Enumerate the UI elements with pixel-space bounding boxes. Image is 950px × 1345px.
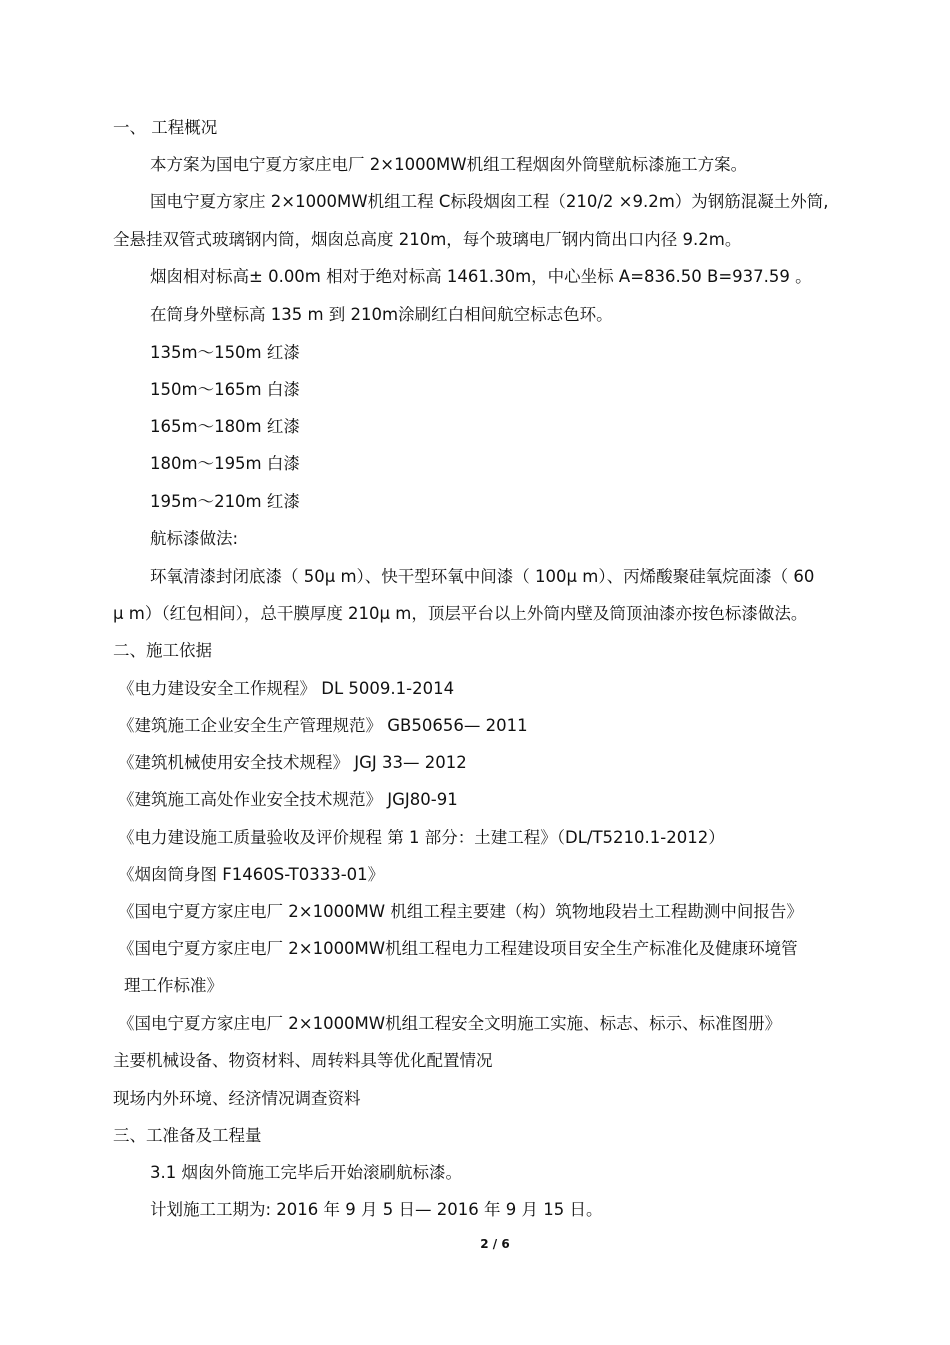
overview-paragraph-2-line-1: 国电宁夏方家庄 2×1000MW机组工程 C标段烟囱工程（210/2 ×9.2m）为钢筋混凝土外筒, (150, 192, 829, 211)
overview-paragraph-3: 烟囱相对标高± 0.00m 相对于绝对标高 1461.30m，中心坐标 A=836.50 B=937.59 。 (150, 267, 812, 286)
band-item: 165m～180m 红漆 (150, 417, 300, 436)
basis-item: 《电力建设施工质量验收及评价规程 第 1 部分：土建工程》（DL/T5210.1-2012） (118, 828, 725, 847)
page-number: 2 / 6 (480, 1237, 510, 1251)
basis-item: 《建筑施工企业安全生产管理规范》 GB50656— 2011 (118, 716, 528, 735)
section-heading-1: 一、 工程概况 (113, 118, 218, 137)
prep-paragraph-2: 计划施工工期为: 2016 年 9 月 5 日— 2016 年 9 月 15 日。 (150, 1200, 603, 1219)
band-item: 135m～150m 红漆 (150, 343, 300, 362)
prep-paragraph-1: 3.1 烟囱外筒施工完毕后开始滚刷航标漆。 (150, 1163, 462, 1182)
section-heading-3: 三、工准备及工程量 (113, 1126, 262, 1145)
section-heading-2: 二、施工依据 (113, 641, 212, 660)
band-item: 180m～195m 白漆 (150, 454, 300, 473)
basis-item: 《国电宁夏方家庄电厂 2×1000MW 机组工程主要建（构）筑物地段岩土工程勘测中间报告》 (118, 902, 803, 921)
basis-item: 《建筑机械使用安全技术规程》 JGJ 33— 2012 (118, 753, 467, 772)
basis-item: 现场内外环境、经济情况调查资料 (113, 1089, 361, 1108)
method-line-1: 环氧清漆封闭底漆（ 50μ m）、快干型环氧中间漆（ 100μ m）、丙烯酸聚硅氧烷面漆（ 60 (150, 567, 815, 586)
method-title: 航标漆做法: (150, 529, 239, 548)
basis-item: 《烟囱筒身图 F1460S-T0333-01》 (118, 865, 385, 884)
band-item: 195m～210m 红漆 (150, 492, 300, 511)
overview-paragraph-1: 本方案为国电宁夏方家庄电厂 2×1000MW机组工程烟囱外筒壁航标漆施工方案。 (150, 155, 748, 174)
band-item: 150m～165m 白漆 (150, 380, 300, 399)
overview-paragraph-2-line-2: 全悬挂双管式玻璃钢内筒，烟囱总高度 210m，每个玻璃电厂钢内筒出口内径 9.2m。 (113, 230, 742, 249)
basis-item: 《国电宁夏方家庄电厂 2×1000MW机组工程安全文明施工实施、标志、标示、标准图册》 (118, 1014, 782, 1033)
basis-item: 主要机械设备、物资材料、周转料具等优化配置情况 (113, 1051, 493, 1070)
basis-item-continuation: 理工作标准》 (124, 976, 223, 995)
overview-paragraph-4: 在筒身外壁标高 135 m 到 210m涂刷红白相间航空标志色环。 (150, 305, 613, 324)
basis-item: 《建筑施工高处作业安全技术规范》 JGJ80-91 (118, 790, 458, 809)
basis-item: 《国电宁夏方家庄电厂 2×1000MW机组工程电力工程建设项目安全生产标准化及健康环境管 (118, 939, 798, 958)
method-line-2: μ m）（红包相间），总干膜厚度 210μ m，顶层平台以上外筒内壁及筒顶油漆亦按色标漆做法。 (113, 604, 808, 623)
basis-item: 《电力建设安全工作规程》 DL 5009.1-2014 (118, 679, 455, 698)
